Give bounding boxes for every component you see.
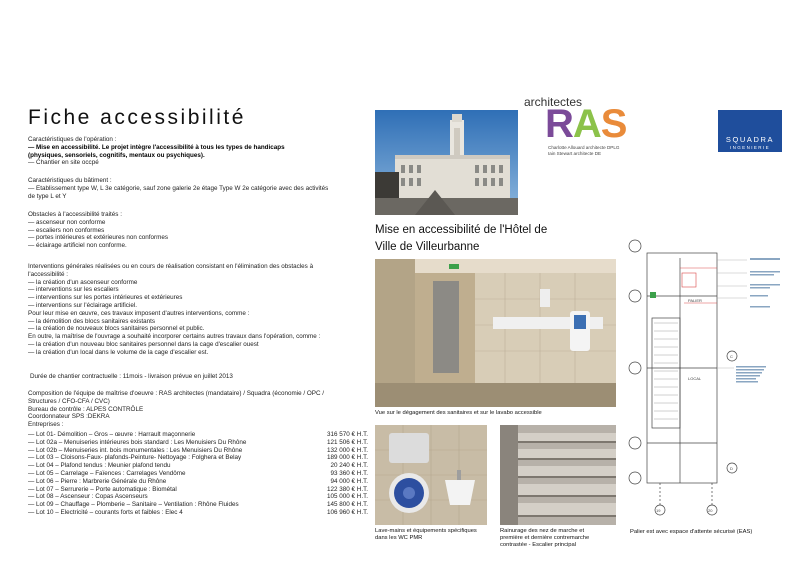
obstacle-item: — éclairage artificiel non conforme. <box>28 242 127 250</box>
ras-sub-line-1: Charlotte Allouard architecte DPLG <box>548 145 620 150</box>
obstacles-heading: Obstacles à l'accessibilité traités : <box>28 211 122 218</box>
lot-name: — Lot 01- Démolition – Gros – œuvre : Harrault maçonnerie <box>28 431 196 438</box>
intervention-line: — interventions sur les portes intérieures et extérieures <box>28 294 183 302</box>
lave-mains-photo <box>375 425 487 525</box>
equipe-line-1: Composition de l'équipe de maîtrise d'oeuvre : RAS architectes (mandataire) / Squadra (économie / OPC / <box>28 390 325 397</box>
intervention-line: Pour leur mise en œuvre, ces travaux imposent d'autres interventions, comme : <box>28 309 250 317</box>
intervention-line: Interventions générales réalisées ou en cours de réalisation consistant en l'élimination des obstacles à <box>28 263 314 270</box>
floor-plan <box>622 228 790 520</box>
lot-amount: 121 506 € H.T. <box>327 438 368 446</box>
intervention-line: — la création d'un nouveau bloc sanitaires personnel dans la cage d'escalier ouest <box>28 340 259 348</box>
lot-amount: 145 800 € H.T. <box>327 501 368 509</box>
project-title-line-1: Mise en accessibilité de l'Hôtel de <box>375 224 548 236</box>
caption-sanitaires: Vue sur le dégagement des sanitaires et sur le lavabo accessible <box>375 410 542 416</box>
intervention-line: — interventions sur les escaliers <box>28 286 119 294</box>
intervention-line: En outre, la maîtrise de l'ouvrage a souhaité incorporer certains autres travaux dans l'opération, comme : <box>28 333 321 341</box>
table-row <box>28 462 368 470</box>
lots-table <box>28 431 368 517</box>
caption-rainurage-line-3: contrastée - Escalier principal <box>500 542 577 549</box>
lot-amount: 105 000 € H.T. <box>327 493 368 501</box>
lot-name: — Lot 02b – Menuiseries int. bois monumentales : Les Menuisiers Du Rhône <box>28 446 243 454</box>
lot-name: — Lot 06 – Pierre : Marbrerie Générale du Rhône <box>28 477 167 485</box>
ras-sub-line-2: Iain Stewart architecte DE <box>548 150 602 156</box>
table-row <box>28 447 368 455</box>
building-photo-svg <box>375 110 518 215</box>
caption-rainurage <box>500 528 620 550</box>
intervention-line: — interventions sur l'éclairage artificiel. <box>28 301 137 309</box>
plan-label-local: LOCAL <box>688 376 702 381</box>
intervention-line: l'accessibilité : <box>28 270 69 278</box>
equipe-line-4: Coordonnateur SPS :DEKRA <box>28 413 110 421</box>
escalier-photo-svg <box>500 425 616 525</box>
table-row <box>28 478 368 486</box>
squadra-name: SQUADRA <box>725 135 775 144</box>
obstacles-section <box>28 211 346 250</box>
building-photo <box>375 110 518 215</box>
caption-lave-mains-line-1: Lave-mains et équipements spécifiques <box>375 528 477 534</box>
plan-grid-c: C <box>730 354 733 359</box>
lot-amount: 106 960 € H.T. <box>327 508 368 516</box>
caption-lave-mains-line-2: dans les WC PMR <box>375 535 423 542</box>
table-row <box>28 509 368 517</box>
plan-label-palier: PALIER <box>688 298 702 303</box>
interventions-section <box>28 263 346 357</box>
equipe-line-2: Structures / CFO-CFA / CVC) <box>28 397 110 405</box>
operation-section <box>28 136 346 167</box>
caption-lave-mains <box>375 528 495 542</box>
sanitaires-photo <box>375 259 616 407</box>
lave-mains-photo-svg <box>375 425 487 525</box>
project-title <box>375 222 615 256</box>
table-row <box>28 470 368 478</box>
obstacle-item: — ascenseur non conforme <box>28 218 106 226</box>
obstacle-item: — portes intérieures et extérieures non conformes <box>28 234 168 242</box>
lot-name: — Lot 02a – Menuiseries intérieures bois standard : Les Menuisiers Du Rhône <box>28 438 247 446</box>
floor-plan-svg <box>622 228 790 520</box>
escalier-photo <box>500 425 616 525</box>
intervention-line: — la démolition des blocs sanitaires existants <box>28 317 156 325</box>
table-row <box>28 454 368 462</box>
plan-grid-20: 20 <box>708 508 713 513</box>
lot-name: — Lot 03 – Cloisons-Faux- plafonds-Peinture- Nettoyage : Folghera et Belay <box>28 454 242 462</box>
ras-logo-r: R <box>545 102 573 146</box>
lot-amount: 94 000 € H.T. <box>330 477 368 485</box>
table-row <box>28 431 368 439</box>
lot-amount: 316 570 € H.T. <box>327 431 368 438</box>
lot-name: — Lot 05 – Carrelage – Faïences : Carrelages Vendôme <box>28 469 186 477</box>
lot-amount: 93 360 € H.T. <box>330 469 368 477</box>
lot-amount: 20 240 € H.T. <box>330 462 368 470</box>
batiment-heading: Caractéristiques du bâtiment : <box>28 177 112 184</box>
equipe-section <box>28 390 346 429</box>
intervention-line: — la création d'un local dans le volume de la cage d'escalier est. <box>28 348 209 356</box>
ras-logo <box>545 104 626 144</box>
operation-line-3: — Chantier en site occpé <box>28 159 99 167</box>
lot-name: — Lot 07 – Serrurerie – Porte automatique : Biométal <box>28 485 177 493</box>
ras-logo-a: A <box>572 102 601 146</box>
caption-palier: Palier est avec espace d'attente sécurisé (EAS) <box>630 529 753 535</box>
equipe-line-3: Bureau de contrôle : ALPES CONTRÔLE <box>28 405 144 413</box>
table-row <box>28 486 368 494</box>
batiment-line-2: de type L et Y <box>28 192 67 200</box>
intervention-line: — la création d'un ascenseur conforme <box>28 278 138 286</box>
table-row <box>28 493 368 501</box>
ras-subtitle <box>548 145 620 156</box>
duree-chantier: Durée de chantier contractuelle : 11mois - livraison prévue en juillet 2013 <box>30 373 233 380</box>
intervention-line: — la création de nouveaux blocs sanitaires personnel et public. <box>28 325 205 333</box>
caption-rainurage-line-1: Rainurage des nez de marche et <box>500 528 585 534</box>
squadra-sub: INGENIERIE <box>729 145 770 150</box>
plan-grid-19: 19 <box>656 508 661 513</box>
table-row <box>28 501 368 509</box>
batiment-section <box>28 177 346 200</box>
lot-amount: 122 380 € H.T. <box>327 485 368 493</box>
lot-name: — Lot 08 – Ascenseur : Copas Ascenseurs <box>28 493 148 501</box>
equipe-line-5: Entreprises : <box>28 421 64 429</box>
ras-architectes-label: architectes <box>524 95 583 109</box>
plan-grid-d: D <box>730 466 733 471</box>
operation-line-2: (physiques, sensoriels, cognitifs, mentaux ou psychiques). <box>28 151 205 159</box>
obstacle-item: — escaliers non conformes <box>28 226 105 234</box>
lot-name: — Lot 04 – Plafond tendus : Meunier plafond tendu <box>28 462 171 470</box>
project-title-line-2: Ville de Villeurbanne <box>375 241 480 253</box>
sanitaires-photo-svg <box>375 259 616 407</box>
caption-rainurage-line-2: première et dernière contremarche <box>500 535 590 542</box>
ras-logo-s: S <box>600 102 627 146</box>
table-row <box>28 439 368 447</box>
operation-line-1: — Mise en accessibilité. Le projet intègre l'accessibilité à tous les types de handicaps <box>28 143 285 151</box>
lot-name: — Lot 10 – Electricité – courants forts et faibles : Elec 4 <box>28 508 183 516</box>
lot-name: — Lot 09 – Chauffage – Plomberie – Sanitaire – Ventilation : Rhône Fluides <box>28 501 239 509</box>
lot-amount: 132 000 € H.T. <box>327 446 368 454</box>
page-title: Fiche accessibilité <box>28 106 246 129</box>
operation-heading: Caractéristiques de l'opération : <box>28 136 117 143</box>
lot-amount: 189 000 € H.T. <box>327 454 368 462</box>
batiment-line-1: — Etablissement type W, L 3e catégorie, sauf zone galerie 2e étage Type W 2e catégorie avec des activités <box>28 184 329 192</box>
